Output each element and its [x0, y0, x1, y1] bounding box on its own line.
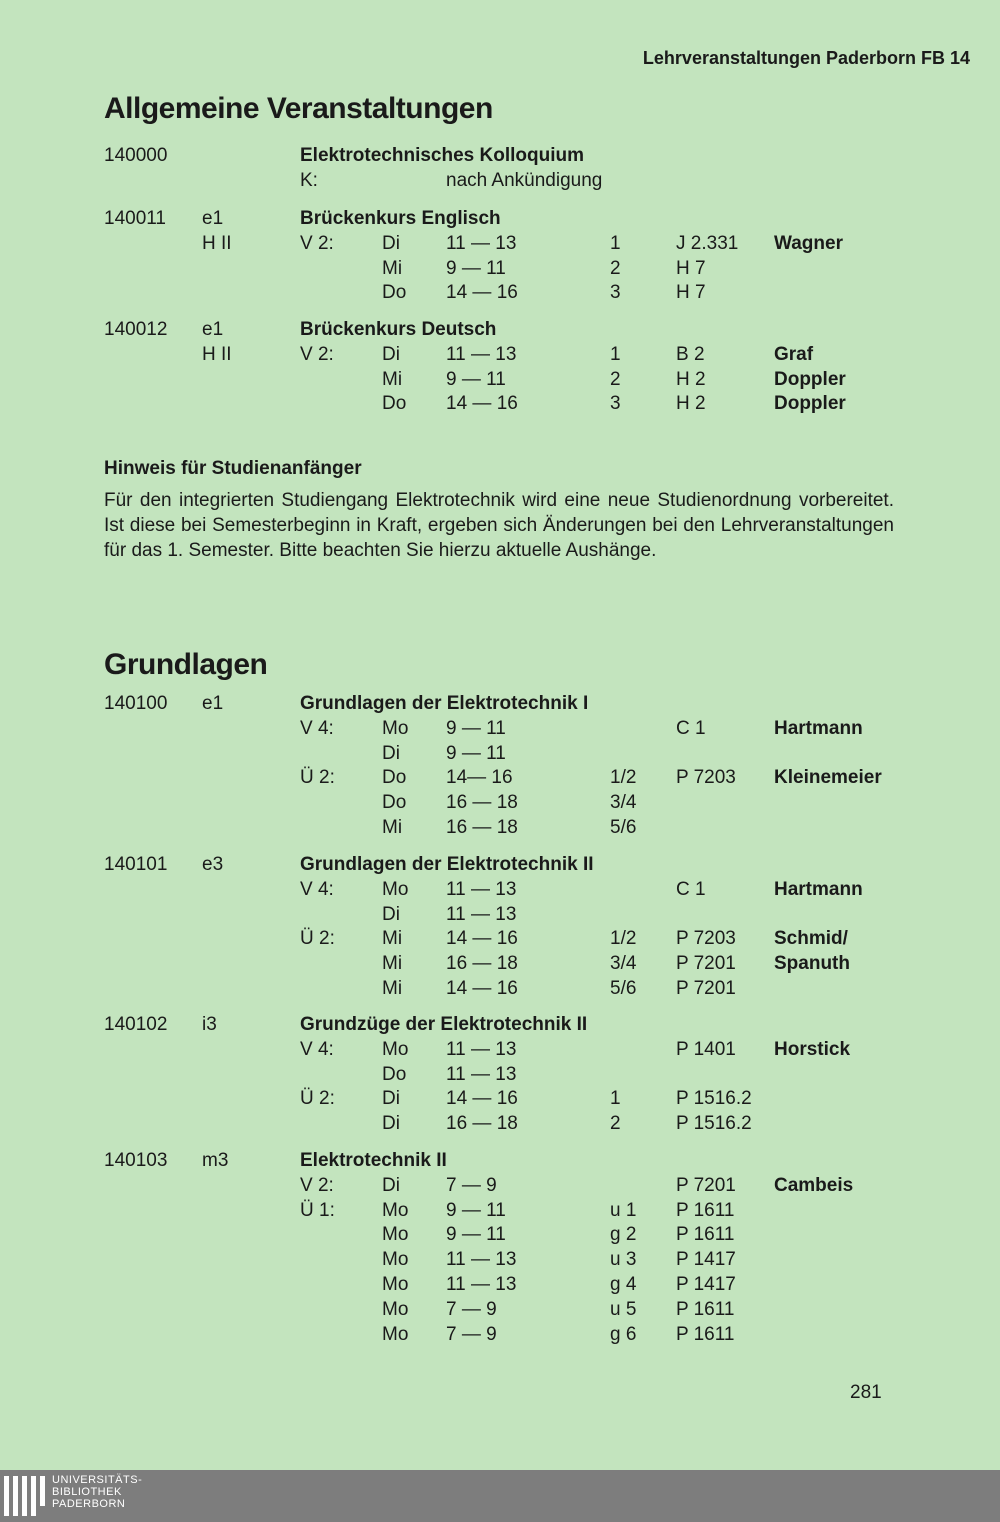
- course-code: e3: [202, 854, 224, 875]
- session-day: Mo: [382, 717, 409, 739]
- session-group: u 3: [610, 1249, 637, 1271]
- session-group: 2: [610, 257, 621, 279]
- session-time: 9 — 11: [446, 1224, 506, 1246]
- session-time: 11 — 13: [446, 1249, 517, 1271]
- course-title: Grundzüge der Elektrotechnik II: [300, 1014, 588, 1035]
- session-day: Di: [382, 343, 400, 365]
- course-number: 140012: [104, 319, 168, 340]
- library-logo-text: [52, 1474, 142, 1510]
- session-time: 11 — 13: [446, 1063, 517, 1085]
- session-group: 1: [610, 232, 621, 254]
- session-day: Do: [382, 792, 407, 814]
- session-day: Di: [382, 903, 400, 925]
- session-room: H 2: [676, 368, 706, 390]
- course-audience: H II: [202, 343, 232, 365]
- session-time: 16 — 18: [446, 792, 518, 814]
- session-time: 14 — 16: [446, 1088, 518, 1110]
- session-time: 14 — 16: [446, 282, 518, 304]
- session-lecturer: Spanuth: [774, 953, 850, 975]
- session-day: Mo: [382, 1274, 409, 1295]
- session-room: H 7: [676, 257, 706, 279]
- session-room: P 1611: [676, 1323, 735, 1345]
- session-room: P 7203: [676, 928, 736, 950]
- session-group: 1: [610, 343, 621, 365]
- session-lecturer: Hartmann: [774, 717, 863, 739]
- session-lecturer: Hartmann: [774, 878, 863, 900]
- session-lecturer: Graf: [774, 343, 814, 365]
- session-type: Ü 2:: [300, 767, 335, 789]
- session-group: 3: [610, 393, 621, 415]
- session-type: Ü 1:: [300, 1199, 335, 1221]
- session-type: V 2:: [300, 1174, 334, 1196]
- session-lecturer: Cambeis: [774, 1174, 854, 1196]
- session-room: P 7203: [676, 767, 736, 789]
- note-text: Für den integrierten Studiengang Elektrotechnik wird eine neue Studienordnung vorbereitet. Ist diese bei Semesterbeginn in Kraft, ergeben sich Änderungen bei den Lehrveranstaltungen für das 1. Semester. Bitte beachten Sie hierzu aktuelle Aushänge.: [104, 490, 894, 561]
- session-room: C 1: [676, 878, 706, 900]
- session-time: 9 — 11: [446, 717, 506, 739]
- session-group: 3/4: [610, 953, 637, 975]
- session-time: 7 — 9: [446, 1174, 497, 1196]
- session-time: 14— 16: [446, 767, 513, 789]
- course-number: 140100: [104, 693, 168, 714]
- session-time: 16 — 18: [446, 1113, 518, 1135]
- session-day: Mi: [382, 817, 403, 838]
- course-code: e1: [202, 693, 224, 714]
- session-day: Mi: [382, 978, 403, 999]
- session-room: P 1516.2: [676, 1113, 752, 1135]
- session-group: 3: [610, 282, 621, 304]
- session-type: V 2:: [300, 343, 334, 365]
- session-time: 9 — 11: [446, 1199, 506, 1221]
- session-room: P 1611: [676, 1298, 735, 1320]
- session-time: 11 — 13: [446, 1038, 517, 1060]
- session-room: P 1417: [676, 1274, 736, 1295]
- session-room: J 2.331: [676, 232, 739, 254]
- session-day: Do: [382, 767, 407, 789]
- session-time: 11 — 13: [446, 878, 517, 900]
- session-time: 11 — 13: [446, 1274, 517, 1295]
- session-day: Mo: [382, 1298, 409, 1320]
- session-time: 7 — 9: [446, 1298, 497, 1320]
- session-day: Di: [382, 1113, 400, 1135]
- course-title: Elektrotechnisches Kolloquium: [300, 145, 584, 166]
- session-room: P 1401: [676, 1038, 736, 1060]
- session-room: P 1516.2: [676, 1088, 752, 1110]
- course-code: e1: [202, 319, 224, 340]
- session-time: 14 — 16: [446, 978, 518, 999]
- session-lecturer: Horstick: [774, 1038, 851, 1060]
- session-group: 5/6: [610, 978, 637, 999]
- session-group: 3/4: [610, 792, 637, 814]
- course-title: Elektrotechnik II: [300, 1150, 447, 1171]
- page-number: 281: [850, 1382, 882, 1403]
- session-group: g 2: [610, 1224, 637, 1246]
- session-type: V 4:: [300, 717, 334, 739]
- running-head: Lehrveranstaltungen Paderborn FB 14: [642, 48, 970, 68]
- course-number: 140103: [104, 1150, 168, 1171]
- course-title: Brückenkurs Englisch: [300, 208, 501, 229]
- session-room: P 1417: [676, 1249, 736, 1271]
- session-day: Mo: [382, 878, 409, 900]
- session-group: 2: [610, 368, 621, 390]
- session-day: Mo: [382, 1224, 409, 1246]
- session-day: Mi: [382, 257, 403, 279]
- session-day: Mi: [382, 368, 403, 390]
- course-audience: H II: [202, 232, 232, 254]
- session-room: H 7: [676, 282, 706, 304]
- course-title: Grundlagen der Elektrotechnik II: [300, 854, 594, 875]
- session-lecturer: Schmid/: [774, 928, 848, 950]
- session-group: 5/6: [610, 817, 637, 838]
- session-day: Mi: [382, 928, 403, 950]
- course-title: Brückenkurs Deutsch: [300, 319, 497, 340]
- session-type: V 4:: [300, 1038, 334, 1060]
- course-code: e1: [202, 208, 224, 229]
- session-group: 1/2: [610, 767, 637, 789]
- library-footer: [0, 1470, 1000, 1522]
- session-day: Di: [382, 742, 400, 764]
- session-time: 11 — 13: [446, 903, 517, 925]
- session-day: Mo: [382, 1199, 409, 1221]
- session-day: Do: [382, 1063, 407, 1085]
- session-time: 14 — 16: [446, 393, 518, 415]
- session-time: 14 — 16: [446, 928, 518, 950]
- library-logo-line: PADERBORN: [52, 1498, 126, 1510]
- course-code: i3: [202, 1014, 217, 1035]
- session-type: Ü 2:: [300, 1088, 335, 1110]
- session-time: nach Ankündigung: [446, 169, 603, 191]
- session-time: 9 — 11: [446, 368, 506, 390]
- session-room: P 1611: [676, 1224, 735, 1246]
- session-lecturer: Wagner: [774, 232, 843, 254]
- session-group: 1: [610, 1088, 621, 1110]
- session-time: 16 — 18: [446, 817, 518, 838]
- session-day: Do: [382, 282, 407, 304]
- session-room: P 1611: [676, 1199, 735, 1221]
- session-room: B 2: [676, 343, 705, 365]
- note-heading: Hinweis für Studienanfänger: [104, 458, 362, 479]
- course-code: m3: [202, 1150, 229, 1171]
- session-group: u 5: [610, 1298, 637, 1320]
- session-room: P 7201: [676, 1174, 736, 1196]
- session-type: Ü 2:: [300, 928, 335, 950]
- session-group: 1/2: [610, 928, 637, 950]
- session-time: 11 — 13: [446, 232, 517, 254]
- session-group: g 4: [610, 1274, 637, 1295]
- section-title-grundlagen: Grundlagen: [104, 648, 268, 681]
- session-day: Di: [382, 232, 400, 254]
- session-room: C 1: [676, 717, 706, 739]
- session-group: 2: [610, 1113, 621, 1135]
- course-number: 140011: [104, 208, 166, 229]
- session-day: Mi: [382, 953, 403, 975]
- session-day: Di: [382, 1174, 400, 1196]
- session-group: u 1: [610, 1199, 637, 1221]
- session-time: 16 — 18: [446, 953, 518, 975]
- session-type: V 2:: [300, 232, 334, 254]
- session-lecturer: Doppler: [774, 393, 846, 415]
- course-number: 140000: [104, 145, 168, 166]
- session-room: H 2: [676, 393, 706, 415]
- session-time: 9 — 11: [446, 257, 506, 279]
- session-type: V 4:: [300, 878, 334, 900]
- session-day: Mo: [382, 1038, 409, 1060]
- session-group: g 6: [610, 1323, 637, 1345]
- session-lecturer: Kleinemeier: [774, 767, 882, 789]
- session-room: P 7201: [676, 953, 736, 975]
- session-day: Di: [382, 1088, 400, 1110]
- course-title: Grundlagen der Elektrotechnik I: [300, 693, 589, 714]
- session-day: Do: [382, 393, 407, 415]
- course-number: 140101: [104, 854, 168, 875]
- session-room: P 7201: [676, 978, 736, 999]
- session-lecturer: Doppler: [774, 368, 846, 390]
- session-time: 9 — 11: [446, 742, 506, 764]
- session-time: 7 — 9: [446, 1323, 497, 1345]
- session-type: K:: [300, 169, 318, 191]
- library-logo-line: UNIVERSITÄTS-: [52, 1474, 143, 1486]
- session-day: Mo: [382, 1249, 409, 1271]
- session-time: 11 — 13: [446, 343, 517, 365]
- library-logo-line: BIBLIOTHEK: [52, 1486, 122, 1498]
- section-title-allgemein: Allgemeine Veranstaltungen: [104, 92, 493, 125]
- course-number: 140102: [104, 1014, 168, 1035]
- session-day: Mo: [382, 1323, 409, 1345]
